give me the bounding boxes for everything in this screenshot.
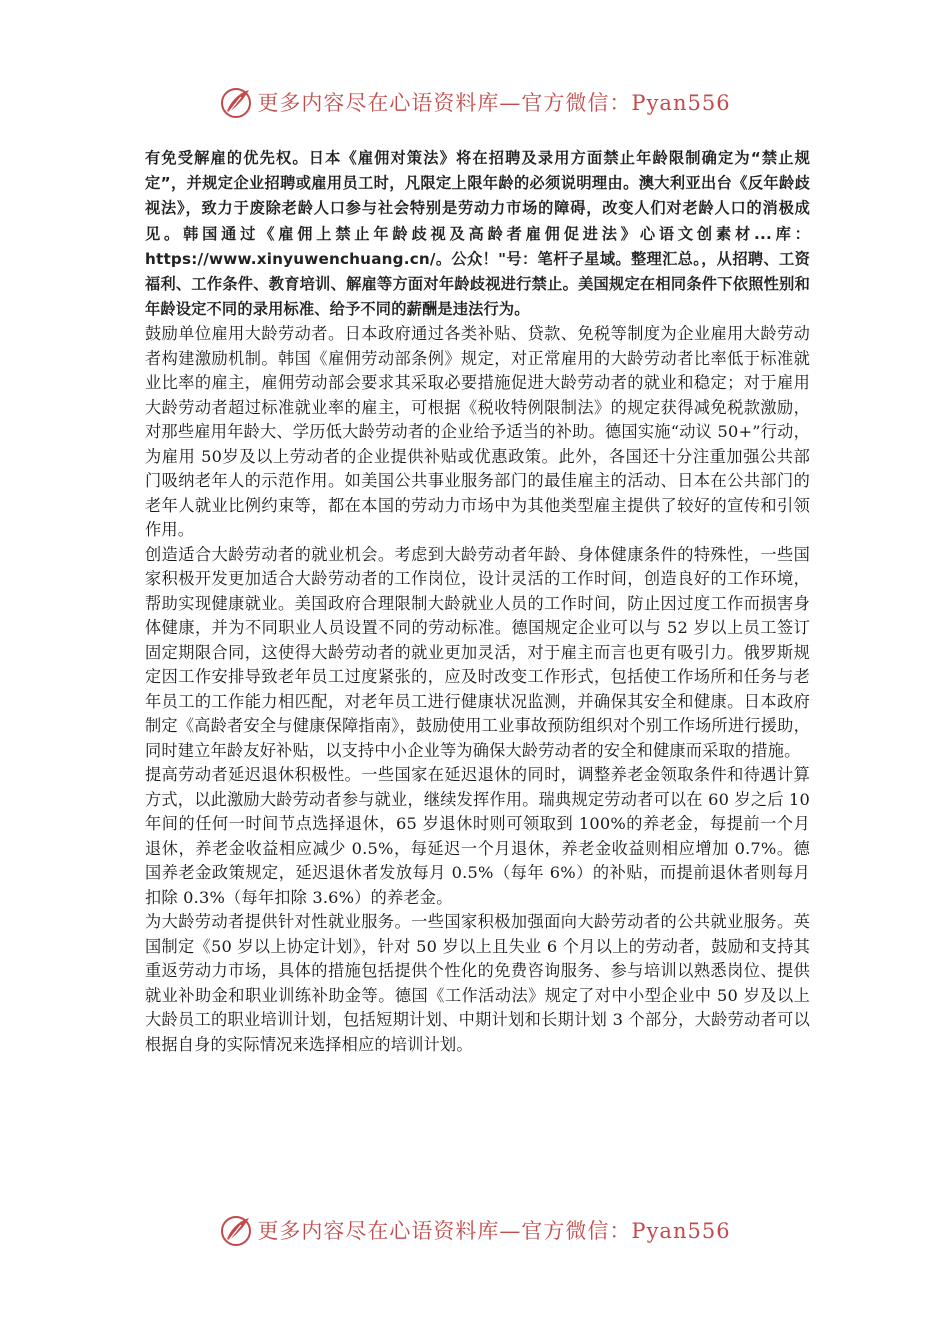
footer-banner xyxy=(0,1208,950,1252)
paragraph-encourage-employers: 鼓励单位雇用大龄劳动者。日本政府通过各类补贴、贷款、免税等制度为企业雇用大龄劳动者构建激励机制。韩国《雇佣劳动部条例》规定，对正常雇用的大龄劳动者比率低于标准就业比率的雇主，雇佣劳动部会要求其采取必要措施促进大龄劳动者的就业和稳定；对于雇用大龄劳动者超过标准就业率的雇主，可根据《税收特例限制法》的规定获得减免税款激励，对那些雇用年龄大、学历低大龄劳动者的企业给予适当的补助。德国实施“动议 50+”行动，为雇用 50岁及以上劳动者的企业提供补贴或优惠政策。此外，各国还十分注重加强公共部门吸纳老年人的示范作用。如美国公共事业服务部门的最佳雇主的活动、日本在公共部门的老年人就业比例约束等，都在本国的劳动力市场中为其他类型雇主提供了较好的宣传和引领作用。 xyxy=(145,324,810,540)
quill-leaf-logo-icon xyxy=(219,1213,253,1247)
intro-paragraph: 有免受解雇的优先权。日本《雇佣对策法》将在招聘及录用方面禁止年龄限制确定为“禁止规定”，并规定企业招聘或雇用员工时，凡限定上限年龄的必须说明理由。澳大利亚出台《反年龄歧视法》，致力于废除老龄人口参与社会特别是劳动力市场的障碍，改变人们对老龄人口的消极成见。韩国通过《雇佣上禁止年龄歧视及高龄者雇佣促进法》心语文创素材...库：https://www.xinyuwenchuang.cn/。公众！"号：笔杆子星域。整理汇总。，从招聘、工资福利、工作条件、教育培训、解雇等方面对年龄歧视进行禁止。美国规定在相同条件下依照性别和年龄设定不同的录用标准、给予不同的薪酬是违法行为。 xyxy=(145,149,810,319)
paragraph-delayed-retirement: 提高劳动者延迟退休积极性。一些国家在延迟退休的同时，调整养老金领取条件和待遇计算方式，以此激励大龄劳动者参与就业，继续发挥作用。瑞典规定劳动者可以在 60 岁之后 10 年间的任何一时间节点选择退休，65 岁退休时则可领取到 100%的养老金，每提前一个月退休，养老金收益相应减少 0.5%，每延迟一个月退休，养老金收益则相应增加 0.7%。德国养老金政策规定，延迟退休者发放每月 0.5%（每年 6%）的补贴，而提前退休者则每月扣除 0.3%（每年扣除 3.6%）的养老金。 xyxy=(145,765,810,907)
quill-leaf-logo-icon xyxy=(219,85,253,119)
header-banner xyxy=(0,80,950,124)
paragraph-create-opportunities: 创造适合大龄劳动者的就业机会。考虑到大龄劳动者年龄、身体健康条件的特殊性，一些国家积极开发更加适合大龄劳动者的工作岗位，设计灵活的工作时间，创造良好的工作环境，帮助实现健康就业。美国政府合理限制大龄就业人员的工作时间，防止因过度工作而损害身体健康，并为不同职业人员设置不同的劳动标准。德国规定企业可以与 52 岁以上员工签订固定期限合同，这使得大龄劳动者的就业更加灵活，对于雇主而言也更有吸引力。俄罗斯规定因工作安排导致老年员工过度紧张的，应及时改变工作形式，包括使工作场所和任务与老年员工的工作能力相匹配，对老年员工进行健康状况监测，并确保其安全和健康。日本政府制定《高龄者安全与健康保障指南》，鼓励使用工业事故预防组织对个别工作场所进行援助，同时建立年龄友好补贴，以支持中小企业等为确保大龄劳动者的安全和健康而采取的措施。 xyxy=(145,544,810,760)
document-body xyxy=(145,146,810,1057)
header-banner-text: 更多内容尽在心语资料库—官方微信：Pyan556 xyxy=(257,91,731,115)
footer-banner-text: 更多内容尽在心语资料库—官方微信：Pyan556 xyxy=(257,1219,731,1243)
paragraph-employment-services: 为大龄劳动者提供针对性就业服务。一些国家积极加强面向大龄劳动者的公共就业服务。英国制定《50 岁以上协定计划》，针对 50 岁以上且失业 6 个月以上的劳动者，鼓励和支持其重返劳动力市场，具体的措施包括提供个性化的免费咨询服务、参与培训以熟悉岗位、提供就业补助金和职业训练补助金等。德国《工作活动法》规定了对中小型企业中 50 岁及以上大龄员工的职业培训计划，包括短期计划、中期计划和长期计划 3 个部分，大龄劳动者可以根据自身的实际情况来选择相应的培训计划。 xyxy=(145,912,810,1054)
